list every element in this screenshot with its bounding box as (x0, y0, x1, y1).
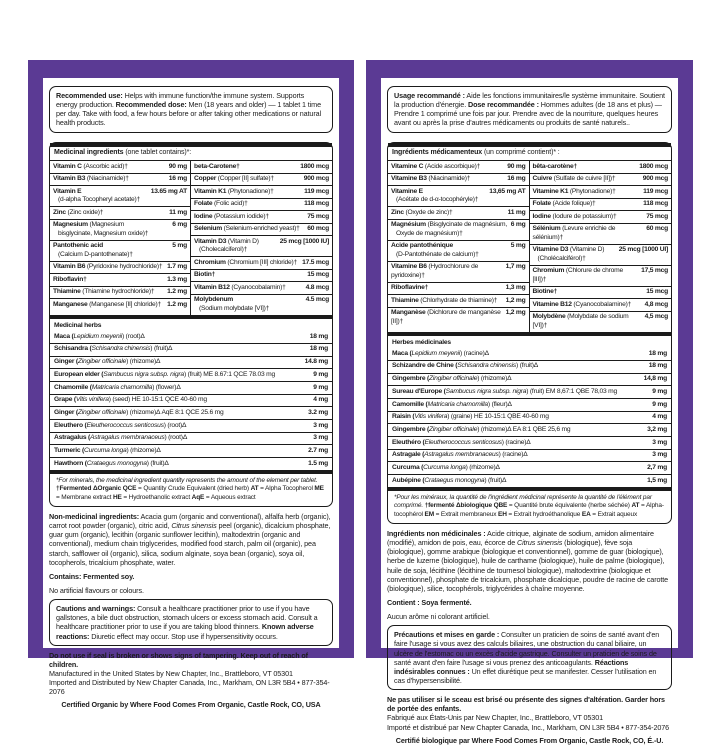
mineral-amount: 4.8 mcg (305, 283, 329, 291)
mineral-amount: 119 mcg (304, 187, 329, 195)
non-medicinal-segment: Non-medicinal ingredients: (49, 512, 140, 522)
footnote-text: *For minerals, the medicinal ingredient quantity represents the amount of the element per tablet. (56, 476, 318, 484)
contains-statement: Contient : Soya fermenté. (387, 598, 472, 608)
herb-row (50, 381, 332, 394)
herb-row (50, 343, 332, 356)
mineral-name: Vitamine D3 (Vitamine D) (Cholécalciférol)† (532, 246, 605, 262)
mineral-name: Selenium (Selenium-enriched yeast)† (194, 225, 300, 233)
mineral-row (530, 210, 672, 222)
mineral-amount: 1.2 mg (167, 300, 187, 308)
medicinal-herbs-list (388, 348, 671, 487)
herb-row (388, 360, 671, 373)
herb-name: Schisandra (Schisandra chinensis) (fruit)Δ (54, 345, 173, 353)
cautions-text: Consult a healthcare practitioner prior to use if you have gallstones, a bile duct obstruction, stomach ulcers or excess stomach acid. Consult a healthcare practitioner prior to use if you are taking blood thinners. (56, 604, 318, 632)
herb-name: Maca (Lepidium meyenii) (root)Δ (54, 332, 145, 340)
mineral-row (530, 244, 672, 265)
medicinal-ingredients-box (49, 142, 333, 508)
mineral-amount: 60 mcg (307, 225, 329, 233)
herb-name: Gingembre (Zingiber officinale) (rhizome)Δ EA 8:1 QBE 25,6 mg (392, 425, 571, 433)
herb-amount: 2,7 mg (647, 463, 667, 471)
mineral-amount: 119 mcg (643, 187, 668, 195)
mineral-name: Vitamine C (Acide ascorbique)† (391, 162, 481, 170)
mineral-row (388, 206, 529, 218)
manufacturer-line-1: Fabriqué aux États-Unis par New Chapter, Inc., Brattleboro, VT 05301 (387, 713, 603, 723)
herb-amount: 9 mg (652, 387, 667, 395)
recommended-use-box (387, 86, 672, 133)
herb-amount: 4 mg (652, 413, 667, 421)
herb-name: Curcuma (Curcuma longa) (rhizome)Δ (392, 463, 500, 471)
footnote-text: = Aqueous extract (204, 493, 256, 501)
herb-amount: 18 mg (309, 332, 328, 340)
mineral-amount: 6 mg (172, 221, 187, 229)
mineral-amount: 90 mg (507, 162, 526, 170)
recommended-use-text: Recommended use: (56, 91, 123, 100)
mineral-name: Iodine (Iodure de potassium)† (532, 212, 617, 220)
herb-amount: 9 mg (652, 400, 667, 408)
herb-name: Chamomile (Matricaria chamomilla) (flower)Δ (54, 383, 181, 391)
medicinal-ingredients-box (387, 142, 672, 525)
mineral-row (50, 161, 190, 172)
footnote-text: EM (424, 510, 434, 518)
mineral-row (191, 256, 332, 268)
mineral-row (388, 161, 529, 172)
mineral-name: Pantothenic acid (Calcium D-pantothenate)† (53, 242, 133, 258)
mineral-name: Copper (Copper [II] sulfate)† (194, 175, 274, 183)
mineral-row (50, 206, 190, 218)
herb-row (50, 419, 332, 432)
no-artificial-statement: No artificial flavours or colours. (49, 586, 144, 596)
mineral-amount: 1800 mcg (300, 162, 329, 170)
recommended-use-text: Dose recommandée : (468, 100, 539, 110)
mineral-name: Zinc (Oxyde de zinc)† (391, 208, 453, 216)
mineral-row (191, 294, 332, 315)
mineral-name: Cuivre (Sulfate de cuivre [II])† (532, 175, 616, 183)
mineral-row (388, 261, 529, 282)
mineral-amount: 1,3 mg (505, 284, 526, 292)
mineral-row (191, 269, 332, 281)
mineral-row (388, 294, 529, 306)
herb-row (388, 398, 671, 411)
label-panel-french-content (381, 78, 678, 745)
mineral-row (388, 240, 529, 261)
footnote-text: = Membrane extract (56, 493, 113, 501)
medicinal-ingredients-header-text: (un comprimé contient)* : (482, 149, 560, 157)
herb-amount: 3 mg (652, 451, 667, 459)
mineral-amount: 60 mcg (646, 225, 668, 233)
mineral-amount: 1.2 mg (167, 288, 187, 296)
mineral-row (50, 298, 190, 310)
minerals-column-left (388, 161, 530, 331)
recommended-use-text: Aide les fonctions immunitaires/le système immunitaire. Soutient la production d'énergie. (394, 91, 665, 110)
mineral-name: Thiamine (Thiamine hydrochloride)† (53, 288, 155, 296)
mineral-name: Vitamin B12 (Cyanocobalamin)† (194, 283, 286, 291)
herb-row (388, 373, 671, 386)
recommended-use-text: Recommended dose: (115, 100, 187, 110)
mineral-amount: 1,2 mg (505, 296, 526, 304)
non-medicinal-segment: (biologique), fève soja (biologique), gomme arabique (biologique et conventionnel), gomme de guar (biologique), herbe de luzerne (biologique), huile de carthame (biologique), huile de palme (biologique), huile de soja, lécithine (lécithine de tournesol biologique), maltodextrine (biologique et conventionnel), phosphate de tricalcium, phosphate dicalcique, poudre de racine de carotte (biologique), silice, tocophérols, triglycérides à chaîne moyenne. (387, 538, 669, 593)
herb-name: Grape (Vitis vinifera) (seed) HE 10-15:1 QCE 40-60 mg (54, 396, 207, 404)
herb-row (50, 406, 332, 419)
medicinal-ingredients-header-text: (one tablet contains)*: (123, 149, 192, 157)
mineral-row (530, 311, 672, 332)
footnote-abbreviations (388, 491, 671, 523)
mineral-row (191, 210, 332, 222)
mineral-amount: 1800 mcg (639, 162, 668, 170)
herb-amount: 3 mg (652, 438, 667, 446)
mineral-name: Vitamin K1 (Phytonadione)† (194, 187, 274, 195)
herb-name: Eleuthero (Eleutherococcus senticosus) (root)Δ (54, 421, 187, 429)
mineral-name: Folate (Folic acid)† (194, 200, 248, 208)
no-artificial-statement: Aucun arôme ni colorant artificiel. (387, 612, 490, 622)
mineral-name: Molybdenum (Sodium molybdate [VI])† (194, 296, 270, 312)
footnote-text: EH (498, 510, 507, 518)
mineral-amount: 4,5 mcg (644, 313, 668, 321)
mineral-name: Vitamin D3 (Vitamin D) (Cholecalciferol)† (194, 237, 259, 254)
mineral-name: Magnésium (Bisglycinate de magnésium, Oxyde de magnésium)† (391, 221, 508, 237)
mineral-row (191, 281, 332, 293)
mineral-name: Vitamin B6 (Pyridoxine hydrochloride)† (53, 263, 163, 271)
mineral-name: Thiamine (Chlorhydrate de thiamine)† (391, 296, 498, 304)
tamper-warning-text: Do not use if seal is broken or shows signs of tampering. Keep out of reach of children. (49, 650, 308, 669)
mineral-row (191, 173, 332, 185)
mineral-name: Manganèse (Dichlorure de manganèse [II])† (391, 309, 501, 325)
mineral-row (530, 198, 672, 210)
footnote-text: = Hydroethanolic extract (121, 493, 192, 501)
cautions-warnings-box (387, 625, 672, 690)
herb-name: Gingembre (Zingiber officinale) (rhizome)Δ (392, 375, 512, 383)
non-medicinal-segment: Citrus sinensis (517, 538, 563, 548)
mineral-row (530, 286, 672, 298)
mineral-row (50, 261, 190, 273)
mineral-row (388, 307, 529, 328)
mineral-amount: 1.3 mg (167, 275, 187, 283)
mineral-amount: 15 mcg (307, 271, 329, 279)
mineral-name: Iodine (Potassium iodide)† (194, 212, 269, 220)
mineral-name: Manganese (Manganese [II] chloride)† (53, 300, 162, 308)
herb-name: Ginger (Zingiber officinale) (rhizome)Δ (54, 358, 161, 366)
footnote-text: Δbiologique (456, 502, 492, 510)
cautions-text: Known adverse reactions: (56, 622, 314, 641)
mineral-amount: 13,65 mg AT (489, 187, 526, 195)
herb-amount: 18 mg (648, 362, 667, 370)
mineral-name: Riboflavin† (53, 275, 87, 283)
minerals-table (50, 161, 332, 314)
mineral-name: Molybdène (Molybdate de sodium [VI])† (532, 313, 629, 329)
footnote-text: QBE (493, 502, 508, 510)
footnote-text: = Quantité brute équivalente (herbe séchée) (507, 502, 632, 510)
herb-name: Astragale (Astragalus membranaceus) (racine)Δ (392, 451, 528, 459)
medicinal-ingredients-header (388, 147, 671, 161)
herb-amount: 9 mg (313, 370, 328, 378)
herb-amount: 2.7 mg (308, 446, 328, 454)
herb-row (50, 331, 332, 343)
non-medicinal-segment: peel (organic), dicalcium phosphate, guar gum (organic), lecithin (organic sunflower lecithin), maltodextrin (organic and conventional), medium chain triglycerides, modified food starch, palm oil (organic), pea starch, safflower oil (organic), silica, sodium alginate, soya bean (organic), soya oil, tocopherols, tricalcium phosphate, water. (49, 521, 331, 567)
mineral-amount: 900 mcg (303, 175, 329, 183)
mineral-name: Magnesium (Magnesium bisglycinate, Magnesium oxide)† (53, 221, 149, 237)
herb-row (388, 449, 671, 462)
mineral-amount: 17,5 mcg (641, 267, 668, 275)
non-medicinal-segment: Acide citrique, alginate de sodium, amidon alimentaire (modifié), amidon de pois, eau, écorce de (387, 529, 654, 548)
non-medicinal-ingredients-text (49, 512, 333, 567)
medicinal-herbs-list (50, 331, 332, 470)
herb-amount: 14,8 mg (643, 375, 667, 383)
mineral-row (530, 185, 672, 197)
mineral-amount: 4,8 mcg (644, 300, 668, 308)
mineral-name: Sélénium (Levure enrichie de sélénium)† (532, 225, 616, 241)
mineral-amount: 118 mcg (304, 200, 329, 208)
mineral-amount: 25 mcg [1000 UI] (618, 246, 668, 254)
herb-name: Raisin (Vitis vinifera) (graine) HE 10-15:1 QBE 40-60 mg (392, 413, 549, 421)
mineral-amount: 75 mcg (646, 212, 668, 220)
mineral-row (191, 161, 332, 172)
footnote-text: QCE (122, 485, 137, 493)
herb-amount: 4 mg (313, 396, 328, 404)
footnote-text: = Alpha-tocophérol (394, 502, 664, 518)
mineral-amount: 13.65 mg AT (150, 187, 187, 195)
minerals-column-right (530, 161, 672, 331)
mineral-name: Biotine† (532, 288, 558, 296)
recommended-use-text: Men (18 years and older) — 1 tablet 1 time per day. Take with food, a few hours before or after taking other medications or natural health products. (56, 100, 322, 128)
mineral-row (388, 219, 529, 240)
mineral-row (530, 161, 672, 172)
footnote-text: ME (314, 485, 324, 493)
herb-amount: 14.8 mg (304, 358, 328, 366)
non-medicinal-segment: Citrus sinensis (171, 521, 217, 531)
herb-name: Ginger (Zingiber officinale) (rhizome)Δ AqE 8:1 QCE 25.6 mg (54, 408, 224, 416)
mineral-row (50, 273, 190, 285)
mineral-row (50, 219, 190, 240)
medicinal-ingredients-header (50, 147, 332, 161)
herb-row (50, 356, 332, 369)
herb-name: Eleuthéro (Eleutherococcus senticosus) (racine)Δ (392, 438, 531, 446)
manufacturer-line-2: Imported and Distributed by New Chapter Canada, Inc., Markham, ON L3R 5B4 • 877-354-2076 (49, 678, 330, 697)
herb-row (388, 385, 671, 398)
medicinal-herbs-title: Herbes médicinales (392, 338, 451, 346)
mineral-row (50, 240, 190, 261)
mineral-name: Vitamin B3 (Niacinamide)† (53, 175, 129, 183)
mineral-amount: 5 mg (172, 242, 187, 250)
herb-amount: 3 mg (313, 421, 328, 429)
footnote-text: HE (112, 493, 122, 501)
medicinal-ingredients-header-text: Ingrédients médicamenteux (392, 149, 483, 157)
minerals-table (388, 161, 671, 331)
mineral-amount: 16 mg (168, 175, 187, 183)
footnote-text: EA (581, 510, 591, 518)
cautions-text: Réactions indésirables connues : (394, 657, 629, 676)
mineral-row (50, 185, 190, 206)
mineral-name: bêta-carotène† (532, 162, 577, 170)
contains-statement: Contains: Fermented soy. (49, 571, 135, 581)
herb-row (388, 436, 671, 449)
herb-row (50, 457, 332, 470)
mineral-amount: 900 mcg (642, 175, 668, 183)
recommended-use-text: Hommes adultes (de 18 ans et plus) — Prendre 1 comprimé une fois par jour. Prendre avec de la nourriture, quelques heures avant ou après la prise d'autres médicaments ou produits de santé naturels.. (394, 100, 662, 128)
label-panel-french (366, 60, 693, 745)
footnote-text: †Fermented (56, 485, 92, 493)
mineral-name: Vitamine B3 (Niacinamide)† (391, 175, 471, 183)
footnote-text: †fermenté (424, 502, 455, 510)
mineral-name: Chromium (Chlorure de chrome [III])† (532, 267, 623, 283)
cautions-text: Consulter un praticien de soins de santé avant d'en faire l'usage si vous avez des calculs biliaires, une obstruction du canal biliaire, un ulcère de l'estomac ou un excès d'acide gastrique. Consulter un praticien de soins de santé avant d'en faire l'usage si vous prenez des anticoagulants. (394, 630, 660, 667)
mineral-amount: 17.5 mcg (302, 258, 329, 266)
cautions-text: Diuretic effect may occur. Stop use if hypersensitivity occurs. (89, 631, 278, 641)
mineral-name: Vitamin C (Ascorbic acid)† (53, 162, 128, 170)
label-panel-english (28, 60, 354, 710)
herb-amount: 3,2 mg (647, 425, 667, 433)
herb-row (388, 411, 671, 424)
herb-name: European elder (Sambucus nigra subsp. nigra) (fruit) ME 8.67:1 QCE 78.03 mg (54, 370, 276, 378)
herb-name: Camomille (Matricaria chamomilla) (fleur)Δ (392, 400, 512, 408)
herb-row (388, 474, 671, 487)
mineral-amount: 1.7 mg (167, 263, 187, 271)
certified-organic-line: Certifié biologique par Where Food Comes From Organic, Castle Rock, CO, É.-U. (395, 735, 664, 745)
mineral-amount: 75 mcg (307, 212, 329, 220)
herb-amount: 1.5 mg (308, 459, 328, 467)
herb-row (50, 368, 332, 381)
footnote-text: AqE (191, 493, 205, 501)
mineral-name: beta-Carotene† (194, 162, 240, 170)
footnote-text: ΔOrganic (93, 485, 122, 493)
mineral-row (530, 265, 672, 286)
recommended-use-box (49, 86, 333, 133)
non-medicinal-segment: Ingrédients non médicinales : (387, 529, 486, 539)
herb-name: Aubépine (Crataegus monogyna) (fruit)Δ (392, 476, 507, 484)
mineral-amount: 11 mg (507, 208, 526, 216)
cautions-text: Cautions and warnings: (56, 604, 136, 614)
herb-amount: 9 mg (313, 383, 328, 391)
herb-name: Hawthorn (Crataegus monogyna) (fruit)Δ (54, 459, 169, 467)
mineral-name: Vitamine B12 (Cyanocobalamine)† (532, 300, 632, 308)
manufacturer-line-1: Manufactured in the United States by New Chapter, Inc., Brattleboro, VT 05301 (49, 669, 293, 679)
herb-row (50, 444, 332, 457)
non-medicinal-ingredients-text (387, 529, 672, 593)
herb-amount: 18 mg (309, 345, 328, 353)
footnote-text: = Extrait hydroéthanolique (506, 510, 582, 518)
herb-name: Maca (Lepidium meyenii) (racine)Δ (392, 349, 489, 357)
cautions-text: Un effet diurétique peut se manifester. Cesser l'utilisation en cas d'hypersensibilité. (394, 666, 657, 686)
non-medicinal-segment: Acacia gum (organic and conventional), alfalfa herb (organic), carrot root powder (organic), citric acid, (49, 512, 331, 531)
medicinal-herbs-title: Medicinal herbs (54, 321, 102, 329)
mineral-name: Biotin† (194, 271, 216, 279)
mineral-name: Chromium (Chromium [III] chloride)† (194, 258, 298, 266)
mineral-row (50, 173, 190, 185)
mineral-amount: 16 mg (507, 175, 526, 183)
herb-amount: 1,5 mg (647, 476, 667, 484)
footnote-text: = Extrait membraneux (433, 510, 499, 518)
mineral-row (191, 235, 332, 256)
mineral-name: Acide pantothénique (D-Pantothénate de calcium)† (391, 242, 479, 258)
footnote-text: = Quantity Crude Equivalent (dried herb) (136, 485, 251, 493)
footnote-text: *Pour les minéraux, la quantité de l'ingrédient médicinal représente la quantité de l'élément par comprimé. (394, 493, 652, 510)
label-panel-english-content (43, 78, 339, 710)
minerals-column-left (50, 161, 191, 314)
mineral-amount: 5 mg (510, 242, 526, 250)
herb-row (388, 423, 671, 436)
herb-name: Sureau d'Europe (Sambucus nigra subsp. nigra) (fruit) EM 8,67:1 QBE 78,03 mg (392, 387, 617, 395)
herb-name: Turmeric (Curcuma longa) (rhizome)Δ (54, 446, 161, 454)
mineral-row (388, 173, 529, 185)
mineral-row (191, 198, 332, 210)
footnote-text: = Extrait aqueux (590, 510, 638, 518)
herb-row (388, 461, 671, 474)
herb-name: Schizandre de Chine (Schisandra chinensis) (fruit)Δ (392, 362, 539, 370)
mineral-row (530, 298, 672, 310)
mineral-amount: 25 mcg [1000 IU] (279, 237, 329, 245)
footnote-abbreviations (50, 474, 332, 506)
mineral-row (191, 223, 332, 235)
mineral-amount: 6 mg (510, 221, 526, 229)
mineral-row (388, 185, 529, 206)
mineral-name: Vitamine E (Acétate de d-α-tocophéryle)† (391, 187, 479, 204)
herb-amount: 3.2 mg (308, 408, 328, 416)
recommended-use-text: Helps with immune function/the immune system. Supports energy production. (56, 91, 305, 110)
mineral-name: Folate (Acide folique)† (532, 200, 596, 208)
herb-name: Astragalus (Astragalus membranaceus) (root)Δ (54, 434, 188, 442)
footnote-text: AT (250, 485, 259, 493)
mineral-name: Zinc (Zinc oxide)† (53, 208, 104, 216)
herb-amount: 3 mg (313, 434, 328, 442)
medicinal-ingredients-header-text: Medicinal ingredients (54, 149, 124, 157)
herb-row (388, 348, 671, 360)
mineral-name: Vitamin E (d-alpha Tocopheryl acetate)† (53, 187, 140, 204)
minerals-column-right (191, 161, 332, 314)
mineral-amount: 4.5 mcg (305, 296, 329, 304)
mineral-name: Vitamine K1 (Phytonadione)† (532, 187, 616, 195)
herb-row (50, 394, 332, 407)
mineral-amount: 15 mcg (646, 288, 668, 296)
mineral-name: Riboflavine† (391, 284, 429, 292)
mineral-row (530, 223, 672, 244)
manufacturer-line-2: Importé et distribué par New Chapter Canada, Inc., Markham, ON L3R 5B4 • 877-354-2076 (387, 722, 670, 732)
footnote-text: AT (631, 502, 640, 510)
footnote-text: = Alpha Tocopherol (258, 485, 315, 493)
mineral-row (50, 286, 190, 298)
herb-row (50, 432, 332, 445)
mineral-row (191, 185, 332, 197)
mineral-amount: 1,2 mg (505, 309, 526, 317)
mineral-amount: 90 mg (168, 162, 187, 170)
mineral-name: Vitamine B6 (Hydrochlorure de pyridoxine)† (391, 263, 479, 279)
mineral-amount: 118 mcg (643, 200, 668, 208)
certified-organic-line: Certified Organic by Where Food Comes From Organic, Castle Rock, CO, USA (61, 700, 321, 710)
mineral-row (388, 282, 529, 294)
recommended-use-text: Usage recommandé : (394, 91, 465, 100)
cautions-warnings-box (49, 599, 333, 646)
mineral-amount: 1,7 mg (505, 263, 526, 271)
herb-amount: 18 mg (648, 349, 667, 357)
tamper-warning-text: Ne pas utiliser si le sceau est brisé ou présente des signes d'altération. Garder hors de portée des enfants. (387, 695, 665, 714)
mineral-row (530, 173, 672, 185)
cautions-text: Précautions et mises en garde : (394, 630, 500, 640)
mineral-amount: 11 mg (169, 208, 187, 216)
